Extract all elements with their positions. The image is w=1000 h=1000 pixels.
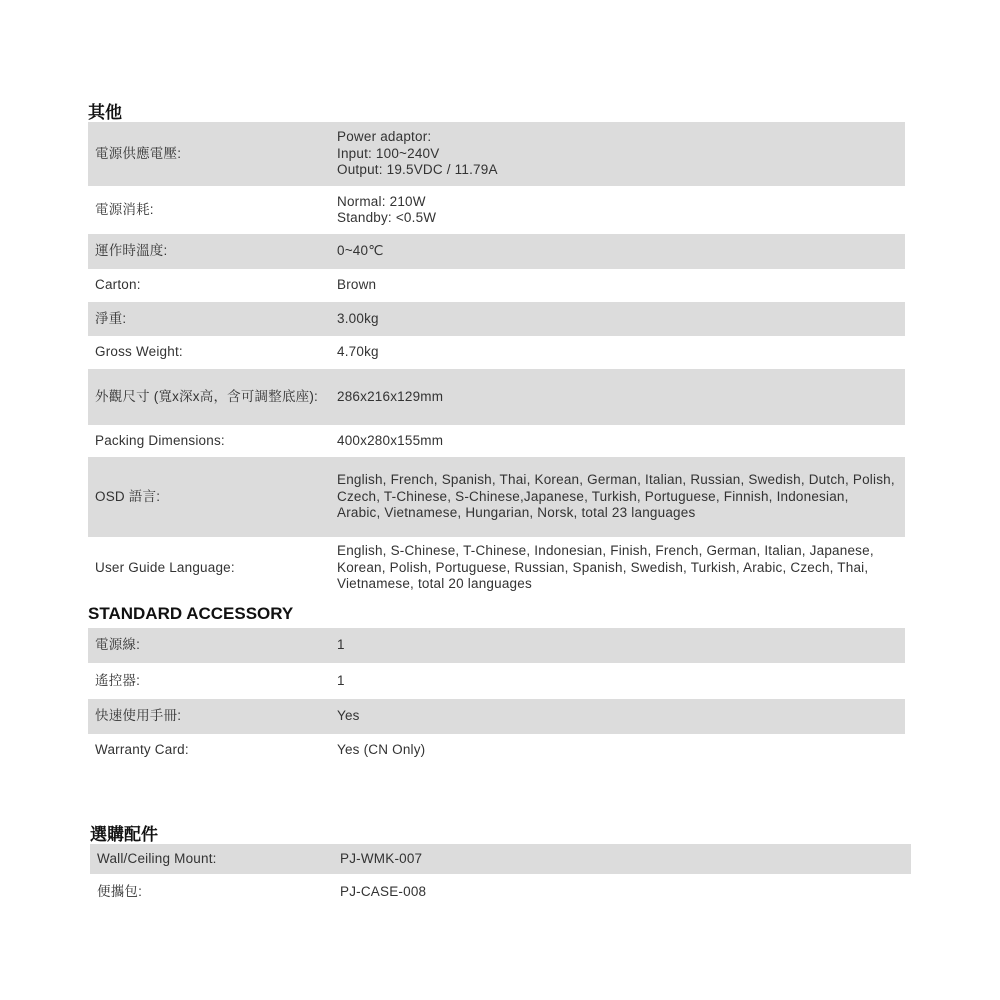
- spec-label: User Guide Language:: [95, 559, 235, 575]
- spec-value: 1: [337, 672, 345, 688]
- spec-label: 電源供應電壓:: [95, 145, 182, 161]
- spec-value: Power adaptor: Input: 100~240V Output: 19.5VDC / 11.79A: [337, 129, 498, 178]
- spec-label: OSD 語言:: [95, 488, 161, 504]
- spec-label: 電源消耗:: [95, 201, 154, 217]
- spec-table-standard-accessory: [88, 628, 905, 766]
- spec-label: Warranty Card:: [95, 741, 189, 757]
- spec-label: 便攜包:: [97, 883, 143, 899]
- spec-row-power-consumption: [88, 186, 905, 234]
- spec-row-dimensions: [88, 369, 905, 425]
- section-title-standard-accessory: STANDARD ACCESSORY: [88, 604, 294, 623]
- spec-value: Normal: 210W Standby: <0.5W: [337, 193, 437, 225]
- spec-row-carton: [88, 269, 905, 302]
- spec-row-warranty-card: [88, 734, 905, 766]
- spec-value: 3.00kg: [337, 310, 379, 326]
- spec-label: 遙控器:: [95, 672, 141, 688]
- spec-value: Brown: [337, 277, 377, 293]
- spec-value: PJ-CASE-008: [340, 883, 427, 899]
- spec-label: 外觀尺寸 (寬x深x高，含可調整底座):: [95, 388, 318, 404]
- spec-label: 淨重:: [95, 310, 127, 326]
- spec-value: 0~40℃: [337, 243, 384, 259]
- spec-row-power-cord: [88, 628, 905, 663]
- spec-value: 286x216x129mm: [337, 388, 444, 404]
- spec-row-remote-control: [88, 663, 905, 699]
- spec-value: Yes (CN Only): [337, 741, 426, 757]
- section-title-optional-accessory: 選購配件: [90, 825, 158, 844]
- section-title-other: 其他: [88, 103, 122, 122]
- spec-value: 400x280x155mm: [337, 432, 444, 448]
- spec-value: PJ-WMK-007: [340, 850, 423, 866]
- spec-row-wall-ceiling-mount: [90, 844, 911, 874]
- spec-row-net-weight: [88, 302, 905, 336]
- spec-label: 電源線:: [95, 637, 141, 653]
- spec-table-optional-accessory: [90, 844, 911, 910]
- spec-label: Wall/Ceiling Mount:: [97, 850, 217, 866]
- spec-value: Yes: [337, 708, 360, 724]
- spec-row-gross-weight: [88, 336, 905, 369]
- spec-row-user-guide-language: [88, 537, 905, 599]
- spec-label: Carton:: [95, 277, 141, 293]
- spec-row-carry-case: [90, 874, 911, 910]
- spec-row-power-supply: [88, 122, 905, 186]
- spec-value: English, S-Chinese, T-Chinese, Indonesian, Finish, French, German, Italian, Japanese, Korean, Polish, Portuguese, Russian, Spanish, Swedish, Turkish, Arabic, Czech, Thai, Vietnamese, total 20 languages: [337, 543, 874, 592]
- spec-label: Gross Weight:: [95, 344, 183, 360]
- spec-value: 4.70kg: [337, 344, 379, 360]
- spec-row-packing-dimensions: [88, 425, 905, 457]
- spec-label: 運作時溫度:: [95, 243, 168, 259]
- spec-label: 快速使用手冊:: [95, 708, 182, 724]
- spec-row-operating-temperature: [88, 234, 905, 269]
- spec-value: English, French, Spanish, Thai, Korean, German, Italian, Russian, Swedish, Dutch, Polish, Czech, T-Chinese, S-Chinese,Japanese, Turkish, Portuguese, Finnish, Indonesian, Arabic, Vietnamese, Hungarian, Norsk, total 23 languages: [337, 472, 895, 521]
- spec-row-quick-guide: [88, 699, 905, 734]
- spec-value: 1: [337, 637, 345, 653]
- spec-table-other: [88, 122, 905, 599]
- spec-label: Packing Dimensions:: [95, 432, 225, 448]
- spec-row-osd-language: [88, 457, 905, 537]
